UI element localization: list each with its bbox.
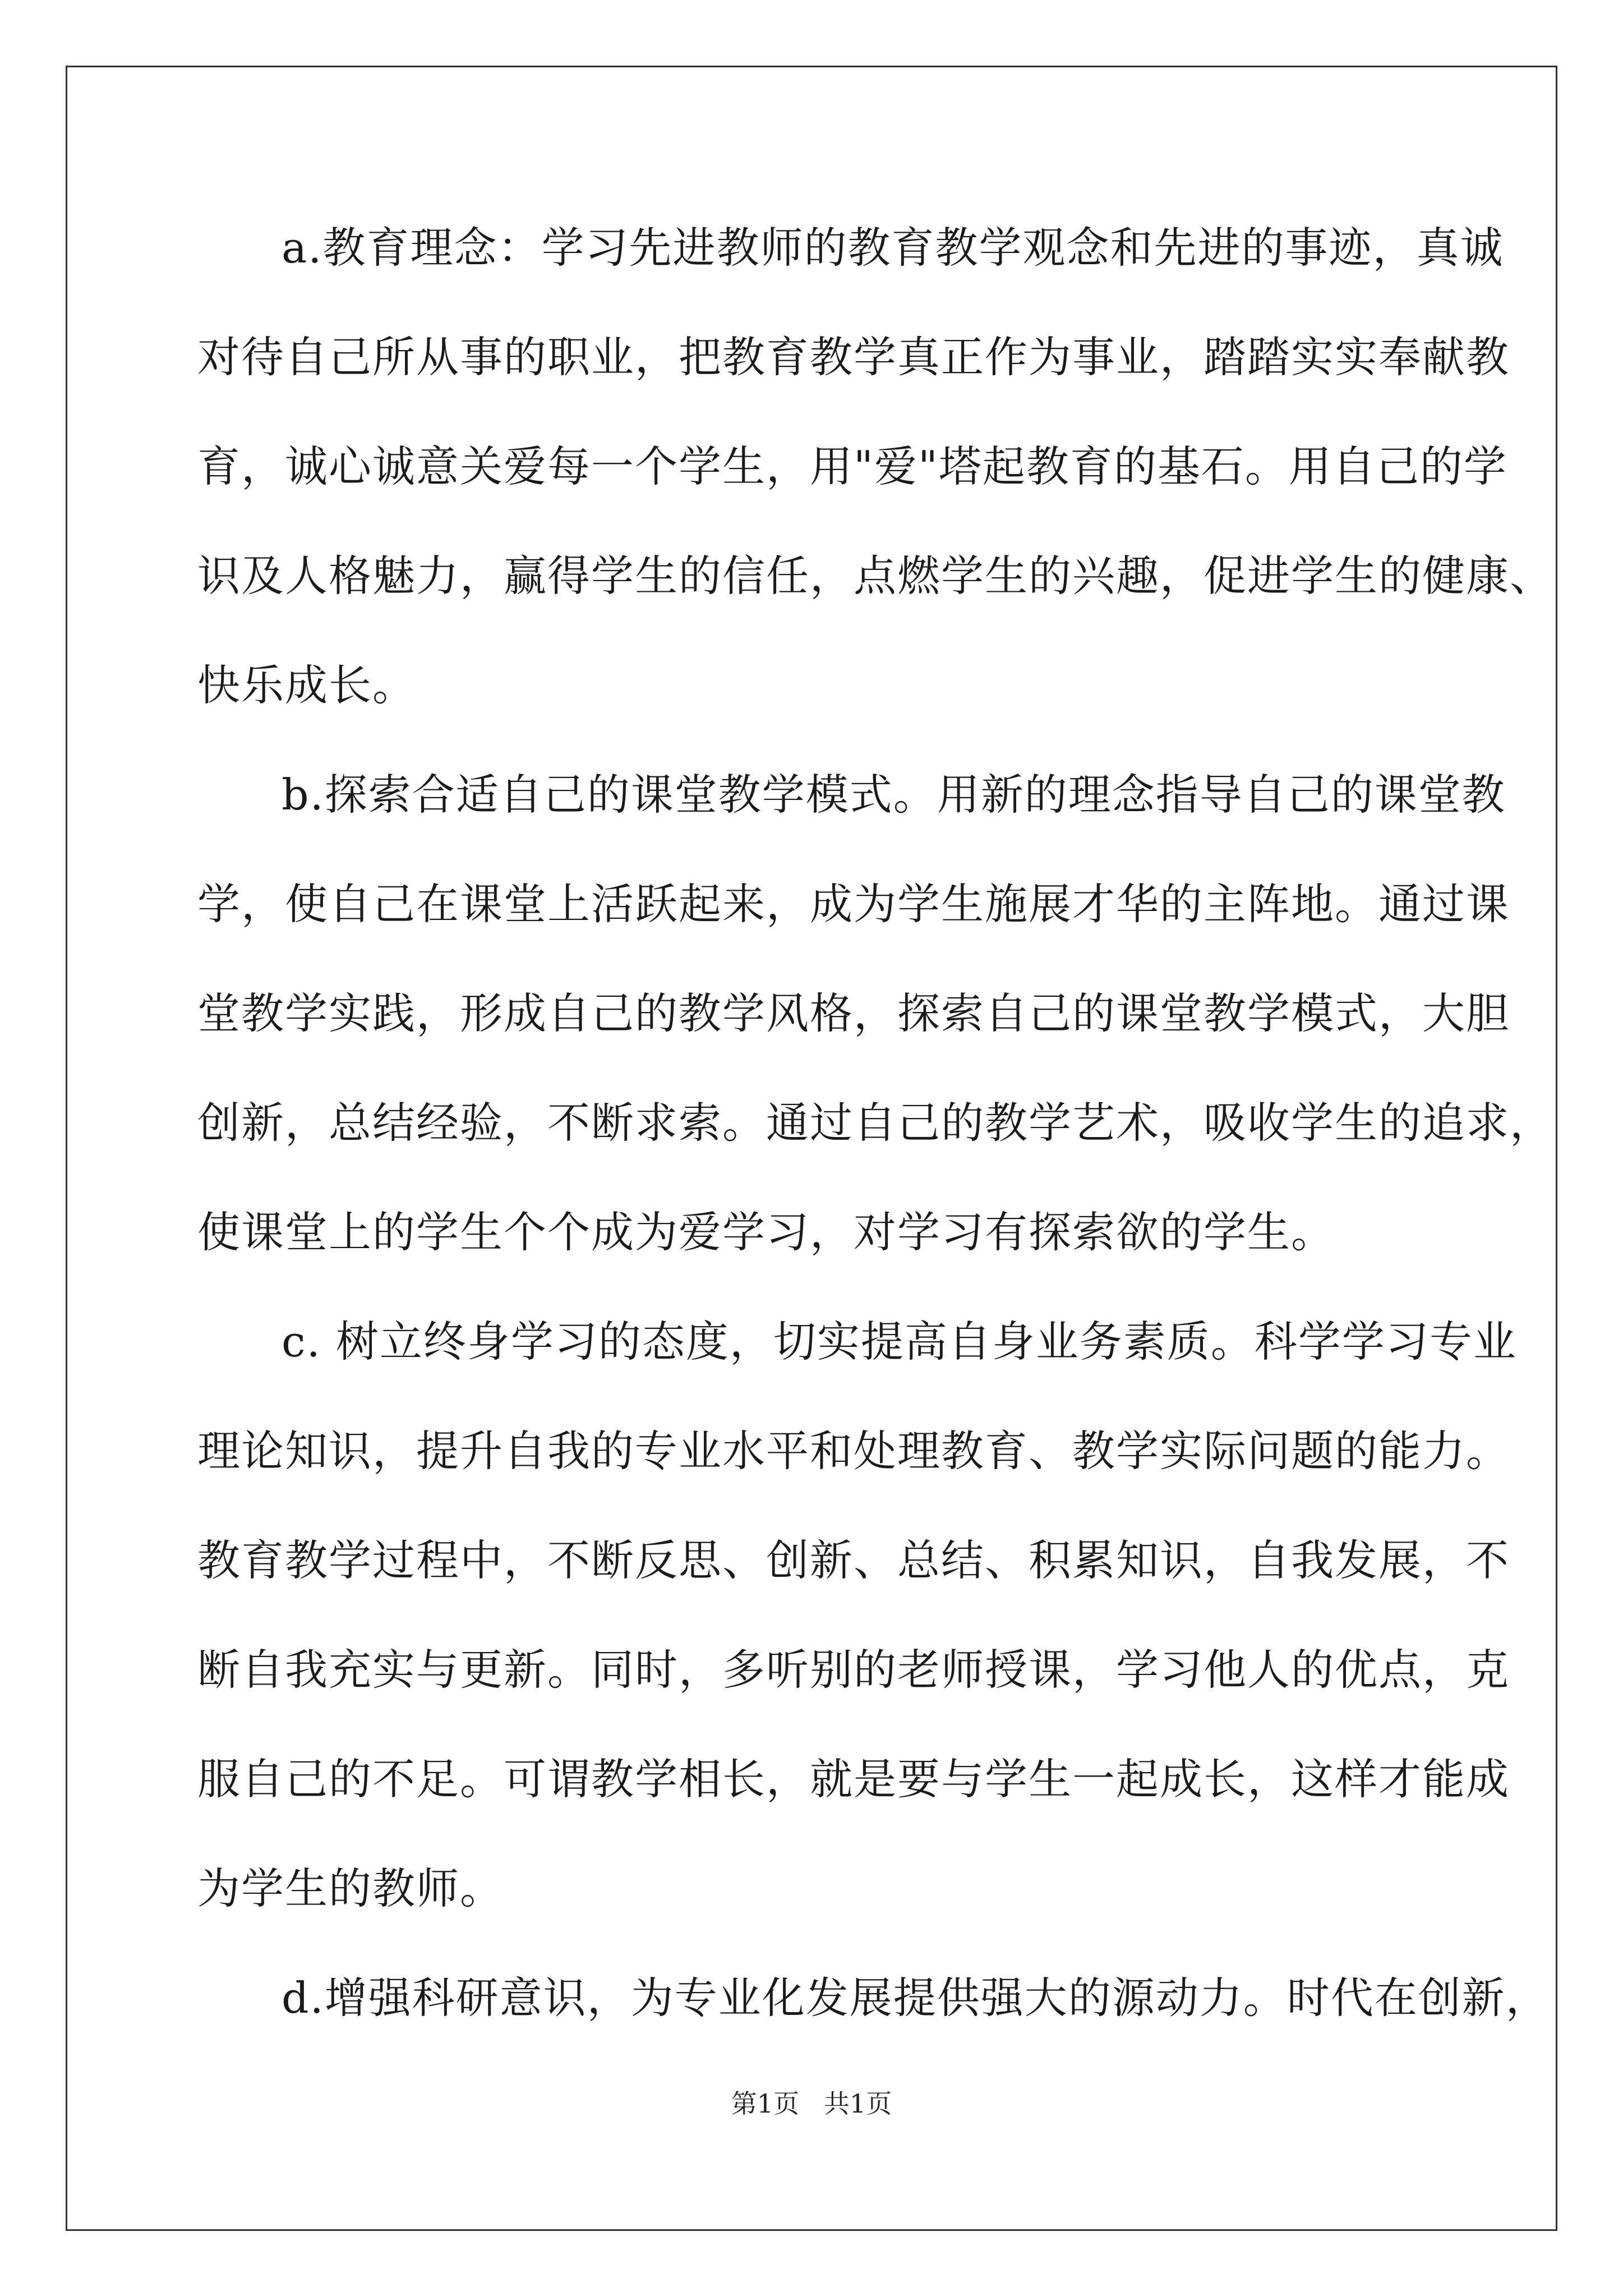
text-line: 使课堂上的学生个个成为爱学习，对学习有探索欲的学生。 xyxy=(197,1207,1335,1257)
text-line: 快乐成长。 xyxy=(197,660,416,710)
text-line: 育，诚心诚意关爱每一个学生，用"爱"塔起教育的基石。用自己的学 xyxy=(197,441,1507,491)
text-line: 服自己的不足。可谓教学相长，就是要与学生一起成长，这样才能成 xyxy=(197,1754,1510,1804)
text-line: 对待自己所从事的职业，把教育教学真正作为事业，踏踏实实奉献教 xyxy=(197,332,1510,382)
text-line: 为学生的教师。 xyxy=(197,1864,504,1913)
text-line: 堂教学实践，形成自己的教学风格，探索自己的课堂教学模式，大胆 xyxy=(197,988,1510,1038)
text-line: b.探索合适自己的课堂教学模式。用新的理念指导自己的课堂教 xyxy=(282,770,1506,820)
text-line: c. 树立终身学习的态度，切实提高自身业务素质。科学学习专业 xyxy=(282,1317,1517,1366)
text-line: 识及人格魅力，赢得学生的信任，点燃学生的兴趣，促进学生的健康、 xyxy=(197,551,1553,601)
text-line: 教育教学过程中，不断反思、创新、总结、积累知识，自我发展，不 xyxy=(197,1535,1510,1585)
text-line: 学，使自己在课堂上活跃起来，成为学生施展才华的主阵地。通过课 xyxy=(197,879,1510,929)
text-line: 创新，总结经验，不断求索。通过自己的教学艺术，吸收学生的追求， xyxy=(197,1098,1553,1148)
page-footer: 第1页 共1页 xyxy=(731,2088,892,2119)
text-line: 理论知识，提升自我的专业水平和处理教育、教学实际问题的能力。 xyxy=(197,1426,1510,1476)
text-line: d.增强科研意识，为专业化发展提供强大的源动力。时代在创新， xyxy=(282,1973,1550,2023)
text-line: 断自我充实与更新。同时，多听别的老师授课，学习他人的优点，克 xyxy=(197,1645,1510,1695)
text-line: a.教育理念：学习先进教师的教育教学观念和先进的事迹，真诚 xyxy=(282,223,1504,273)
